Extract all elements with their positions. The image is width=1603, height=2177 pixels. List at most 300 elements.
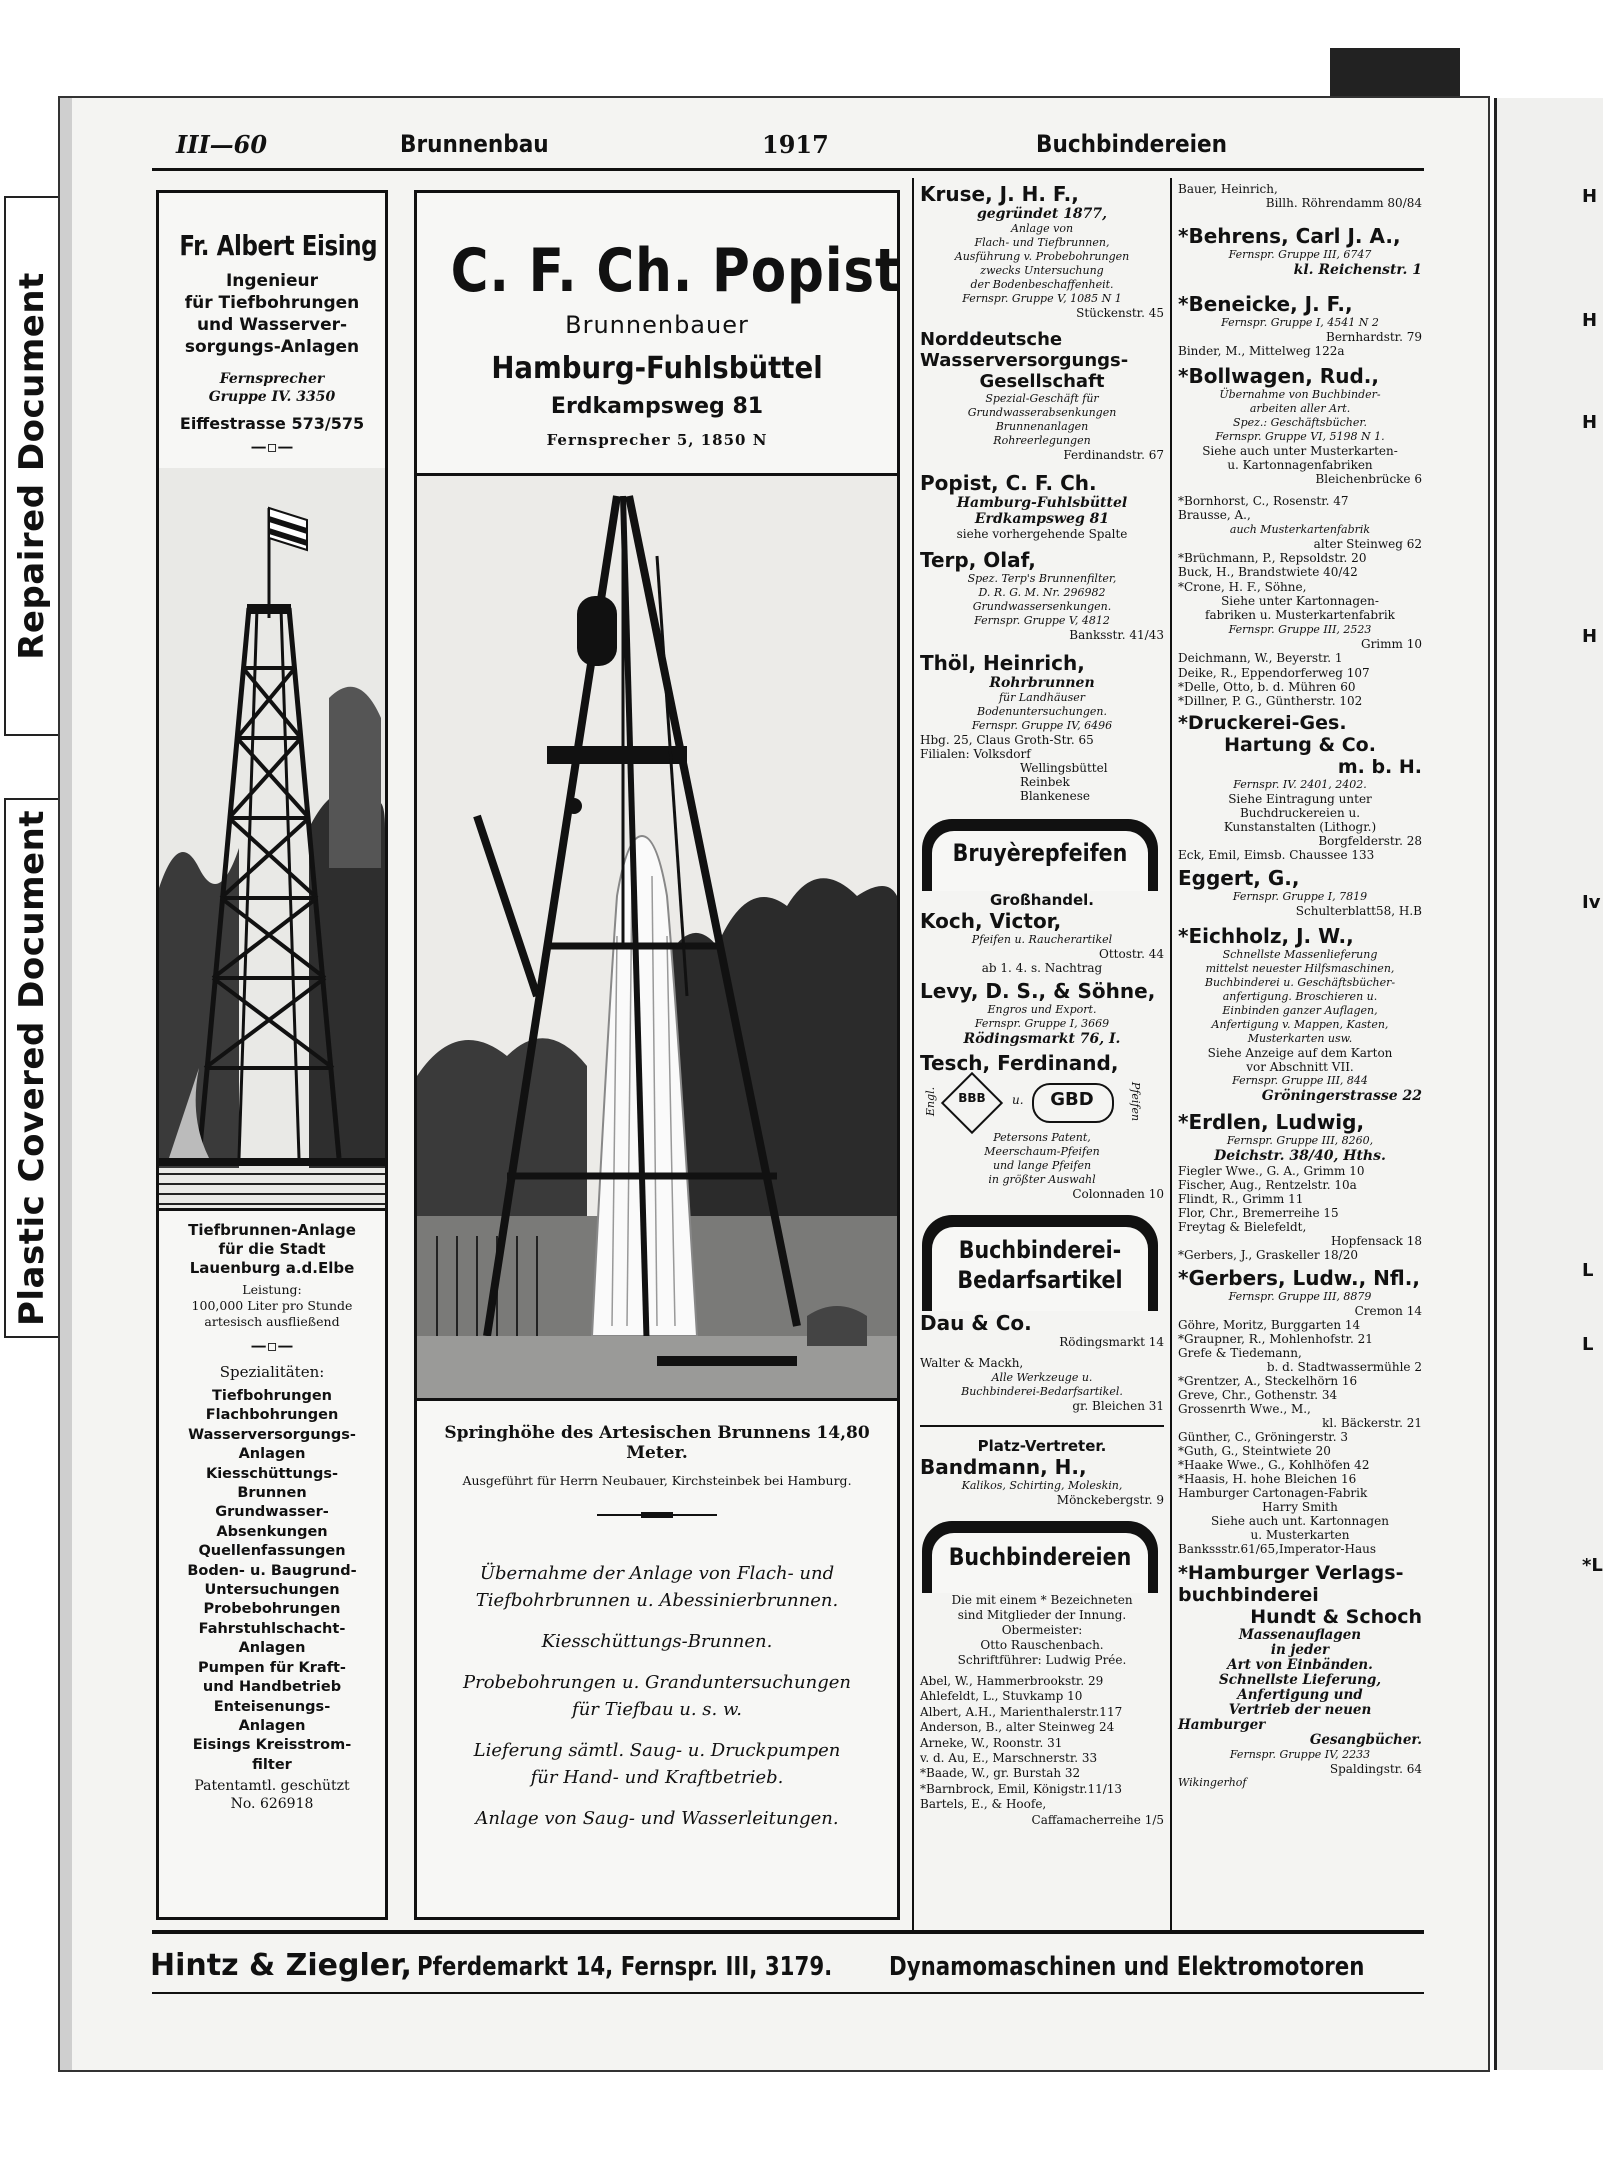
eising-title-line: und Wasserver- <box>196 315 348 335</box>
entry-line: arbeiten aller Art. <box>1249 402 1351 415</box>
list-item: *Brüchmann, P., Repsoldstr. 20 <box>1178 551 1367 566</box>
entry-line: zwecks Untersuchung <box>980 264 1104 277</box>
entry-name: Bandmann, H., <box>920 1455 1087 1479</box>
entry-line: Anfertigung v. Mappen, Kasten, <box>1211 1018 1389 1032</box>
entry-line: Bodenuntersuchungen. <box>977 705 1107 718</box>
list-item: fabriken u. Musterkartenfabrik <box>1205 608 1395 623</box>
tesch-gbd: GBD <box>1050 1089 1094 1110</box>
eising-phone-number: Gruppe IV. 3350 <box>208 389 336 405</box>
buchbindereien-note: sind Mitglieder der Innung. <box>957 1608 1127 1622</box>
entry-line: Rödingsmarkt 76, I. <box>963 1031 1121 1047</box>
entry-line: Massenauflagen <box>1238 1627 1362 1644</box>
page-gutter <box>60 98 72 2070</box>
bruyere-subtitle: Großhandel. <box>989 891 1095 909</box>
entry-line: Buchbinderei u. Geschäftsbücher- <box>1204 976 1396 990</box>
entry-line: in größter Auswahl <box>988 1173 1096 1186</box>
list-item: Abel, W., Hammerbrookstr. 29 <box>920 1674 1104 1688</box>
list-item: Deike, R., Eppendorferweg 107 <box>1178 665 1370 680</box>
eising-specialty: Wasserversorgungs- <box>188 1426 356 1443</box>
entry-line: Grundwassersenkungen. <box>972 600 1112 613</box>
entry-line: Anfertigung und <box>1237 1687 1363 1704</box>
entry-line: der Bodenbeschaffenheit. <box>970 278 1114 291</box>
entry-line: Erdkampsweg 81 <box>974 511 1110 527</box>
entry-line: mittelst neuester Hilfsmaschinen, <box>1205 962 1395 976</box>
entry-line: Bleichenbrücke 6 <box>1315 472 1422 486</box>
right-margin-letter: *L <box>1582 1555 1603 1576</box>
entry-line: Blankenese <box>1020 789 1091 803</box>
entry-beneicke <box>1178 292 1422 358</box>
eising-title-line: Ingenieur <box>225 271 319 291</box>
entry-line: Alle Werkzeuge u. <box>991 1371 1093 1384</box>
entry-tesch <box>920 1051 1164 1201</box>
buchbindereien-panel <box>920 1521 1164 1593</box>
entry-line: Bernhardstr. 79 <box>1326 330 1422 344</box>
entry-line: Hopfensack 18 <box>1330 1234 1422 1249</box>
entry-line: Cremon 14 <box>1354 1304 1422 1319</box>
header-rule <box>152 168 1424 171</box>
entry-line: Kalikos, Schirting, Moleskin, <box>961 1479 1123 1492</box>
entry-line: Fernspr. Gruppe V, 1085 N 1 <box>962 292 1122 305</box>
directory-column-3 <box>920 182 1164 1922</box>
entry-line: Wikingerhof <box>1178 1776 1247 1790</box>
entry-name: *Behrens, Carl J. A., <box>1178 224 1401 248</box>
eising-capacity-line: artesisch ausfließend <box>204 1314 340 1329</box>
eising-advertisement <box>156 190 388 1920</box>
entry-line: ab 1. 4. s. Nachtrag <box>981 961 1103 975</box>
entry-name: Popist, C. F. Ch. <box>920 471 1097 495</box>
entry-line: Bankssstr.61/65,Imperator-Haus <box>1178 1542 1377 1557</box>
entry-line: b. d. Stadtwassermühle 2 <box>1266 1360 1422 1375</box>
entry-line: Gesangbücher. <box>1309 1732 1422 1749</box>
entry-line: Fernspr. Gruppe I, 3669 <box>974 1017 1110 1030</box>
entry-line: Binder, M., Mittelweg 122a <box>1178 344 1345 358</box>
popist-name: C. F. Ch. Popist <box>450 236 901 306</box>
entry-line: Schulterblatt58, H.B <box>1295 904 1422 919</box>
entry-line: Musterkarten usw. <box>1247 1032 1353 1046</box>
buchbindereien-list <box>920 1674 1164 1828</box>
entry-bollwagen <box>1178 364 1422 486</box>
footer-bottom-rule <box>152 1992 1424 1994</box>
entry-line: Pfeifen u. Raucherartikel <box>971 933 1113 946</box>
entry-name: Norddeutsche <box>920 329 1063 350</box>
entry-bandmann <box>920 1425 1164 1507</box>
entry-line: Hamburger Cartonagen-Fabrik <box>1178 1486 1368 1501</box>
entry-line: Siehe Anzeige auf dem Karton <box>1207 1046 1393 1061</box>
right-margin-letter: H <box>1582 310 1598 331</box>
right-margin-letter: H <box>1582 412 1598 433</box>
entry-line: in jeder <box>1270 1642 1330 1659</box>
entry-name: *Hamburger Verlags- <box>1178 1562 1404 1585</box>
popist-advertisement <box>414 190 900 1920</box>
buchbindereien-note: Obermeister: <box>1001 1623 1083 1637</box>
eising-caption-line: für die Stadt <box>218 1240 326 1258</box>
list-item: Ahlefeldt, L., Stuvkamp 10 <box>920 1689 1083 1704</box>
buchbindereien-note: Otto Rauschenbach. <box>980 1638 1104 1652</box>
entry-line: Spaldingstr. 64 <box>1329 1762 1422 1777</box>
entry-line: Colonnaden 10 <box>1072 1187 1164 1201</box>
list-item: *Crone, H. F., Söhne, <box>1178 579 1307 594</box>
entry-line: Fernspr. IV. 2401, 2402. <box>1233 778 1367 792</box>
eising-separator: —▫— <box>250 1336 294 1355</box>
buchbedarf-title: Bedarfsartikel <box>957 1266 1123 1294</box>
entry-line: Mönckebergstr. 9 <box>1056 1493 1164 1507</box>
list-item: *Baade, W., gr. Burstah 32 <box>920 1766 1081 1781</box>
entry-eggert <box>1178 866 1422 918</box>
tesch-bbb: BBB <box>958 1091 986 1105</box>
entry-line: kl. Bäckerstr. 21 <box>1322 1416 1422 1431</box>
popist-service-line: Kiesschüttungs-Brunnen. <box>541 1631 773 1652</box>
entry-line: Kunstanstalten (Lithogr.) <box>1223 820 1377 835</box>
list-item: Bartels, E., & Hoofe, <box>920 1797 1047 1812</box>
entry-line: Art von Einbänden. <box>1227 1657 1373 1674</box>
popist-subcaption: Ausgeführt für Herrn Neubauer, Kirchsteinbek bei Hamburg. <box>462 1473 852 1488</box>
popist-trade: Brunnenbauer <box>565 311 749 339</box>
entry-line: Reinbek <box>1020 775 1070 789</box>
eising-capacity-line: 100,000 Liter pro Stunde <box>191 1298 353 1313</box>
entry-line: Borgfelderstr. 28 <box>1318 834 1422 849</box>
entry-line: Anlage von <box>1010 222 1074 235</box>
entry-name: m. b. H. <box>1337 756 1422 779</box>
directory-column-4 <box>1178 182 1422 1922</box>
eising-specialty: Kiesschüttungs- <box>205 1465 339 1482</box>
entry-line: Vertrieb der neuen <box>1228 1702 1372 1719</box>
list-item: Fernspr. Gruppe III, 2523 <box>1228 622 1372 636</box>
list-item: Arneke, W., Roonstr. 31 <box>920 1735 1063 1750</box>
entry-line: Rohreerlegungen <box>993 434 1091 447</box>
entry-druckerei <box>1178 712 1422 862</box>
entry-line: Deichstr. 38/40, Hths. <box>1214 1148 1386 1165</box>
eising-specialty: Flachbohrungen <box>205 1407 339 1424</box>
tesch-u: u. <box>1012 1093 1024 1107</box>
list-item: Brausse, A., <box>1178 508 1251 523</box>
entry-line: Siehe auch unt. Kartonnagen <box>1211 1514 1389 1529</box>
entry-name: Hundt & Schoch <box>1250 1606 1422 1629</box>
eising-specialty: Tiefbohrungen <box>211 1388 332 1404</box>
eising-capacity-line: Leistung: <box>242 1282 302 1297</box>
buchbedarf-title: Buchbinderei- <box>958 1236 1122 1264</box>
eising-specialty: Quellenfassungen <box>198 1543 346 1560</box>
entry-line: für Landhäuser <box>998 691 1086 704</box>
eising-specialty: und Handbetrieb <box>202 1679 342 1696</box>
tesch-marks <box>920 1075 1164 1131</box>
entry-line: Ottostr. 44 <box>1098 947 1164 961</box>
entry-line: siehe vorhergehende Spalte <box>956 527 1128 541</box>
entry-behrens <box>1178 224 1422 278</box>
eising-specialty: Brunnen <box>237 1485 307 1502</box>
right-margin-letter: Iv <box>1582 892 1601 913</box>
entry-name: *Druckerei-Ges. <box>1178 712 1347 735</box>
entry-line: Buchbinderei-Bedarfsartikel. <box>961 1385 1123 1398</box>
popist-caption: Springhöhe des Artesischen Brunnens 14,80 Meter. <box>444 1423 870 1463</box>
entry-line: Brunnenanlagen <box>995 420 1089 433</box>
entry-line: Grossenrth Wwe., M., <box>1178 1402 1311 1417</box>
entry-name: Thöl, Heinrich, <box>920 651 1085 675</box>
entry-terp <box>920 548 1164 643</box>
entry-line: Rohrbrunnen <box>989 675 1095 691</box>
entry-line: Walter & Mackh, <box>920 1356 1024 1370</box>
list-item: Bauer, Heinrich, <box>1178 182 1278 196</box>
eising-specialties-heading: Spezialitäten: <box>219 1363 325 1381</box>
section-right: Buchbindereien <box>1036 130 1228 158</box>
footer-advertisement <box>150 1948 1430 1988</box>
entry-line: Wellingsbüttel <box>1020 761 1108 775</box>
entry-line: D. R. G. M. Nr. 296982 <box>978 586 1106 599</box>
entry-line: Filialen: Volksdorf <box>920 747 1031 761</box>
year: 1917 <box>762 130 829 159</box>
entry-line: Buchdruckereien u. <box>1239 806 1361 821</box>
buchbedarf-panel <box>920 1215 1164 1311</box>
entry-line: Ausführung v. Probebohrungen <box>954 250 1130 263</box>
eising-caption-line: Lauenburg a.d.Elbe <box>189 1259 355 1277</box>
entry-line: Flach- und Tiefbrunnen, <box>974 236 1110 249</box>
eising-specialty: Eisings Kreisstrom- <box>192 1737 352 1754</box>
right-margin-letter: L <box>1582 1334 1594 1355</box>
eising-specialty: Anlagen <box>238 1640 306 1657</box>
bruyere-title: Bruyèrepfeifen <box>952 839 1128 867</box>
entry-name: *Beneicke, J. F., <box>1178 292 1353 316</box>
entry-koch <box>920 909 1164 975</box>
platz-heading: Platz-Vertreter. <box>977 1437 1107 1455</box>
entry-kruse <box>920 182 1164 321</box>
list-item: alter Steinweg 62 <box>1313 536 1422 551</box>
repaired-document-tab[interactable] <box>4 196 60 736</box>
entry-line: Schnellste Lieferung, <box>1218 1672 1382 1689</box>
eising-patent-line: Patentamtl. geschützt <box>194 1778 350 1795</box>
buchbindereien-note: Die mit einem * Bezeichneten <box>951 1593 1133 1607</box>
entry-eichholz <box>1178 924 1422 1104</box>
eising-title-line: für Tiefbohrungen <box>184 293 360 313</box>
eising-patent-line: No. 626918 <box>230 1796 314 1813</box>
list-item: Billh. Röhrendamm 80/84 <box>1265 196 1422 210</box>
entry-name: *Eichholz, J. W., <box>1178 924 1354 949</box>
entry-line: Siehe auch unter Musterkarten- <box>1202 444 1398 458</box>
popist-service-line: Lieferung sämtl. Saug- u. Druckpumpen <box>473 1740 841 1761</box>
entry-line: Grefe & Tiedemann, <box>1178 1346 1302 1361</box>
entry-line: Ferdinandstr. 67 <box>1063 448 1164 462</box>
entry-line: Engros und Export. <box>987 1003 1097 1016</box>
entry-line: Hamburger <box>1178 1717 1266 1734</box>
eising-specialty: Absenkungen <box>216 1523 328 1540</box>
entry-name: Tesch, Ferdinand, <box>920 1051 1119 1075</box>
column-divider <box>912 178 914 1930</box>
eising-caption-line: Tiefbrunnen-Anlage <box>188 1221 356 1239</box>
entry-line: Petersons Patent, <box>993 1131 1091 1144</box>
entry-line: Fernspr. Gruppe III, 844 <box>1232 1074 1368 1088</box>
entry-line: Fernspr. Gruppe III, 8879 <box>1228 1290 1372 1304</box>
entry-line: Fernspr. Gruppe I, 4541 N 2 <box>1221 316 1379 329</box>
entry-line: und lange Pfeifen <box>992 1159 1092 1172</box>
footer-address: Pferdemarkt 14, Fernspr. III, 3179. <box>417 1952 833 1982</box>
entry-line: Stückenstr. 45 <box>1076 306 1164 320</box>
popist-well-illustration <box>417 473 897 1401</box>
entry-dau <box>920 1311 1164 1413</box>
entry-line: Hbg. 25, Claus Groth-Str. 65 <box>920 733 1094 747</box>
entry-line: *Haake Wwe., G., Kohlhöfen 42 <box>1178 1458 1370 1473</box>
eising-specialty: Anlagen <box>238 1446 306 1463</box>
eising-phone-label: Fernsprecher <box>219 371 325 387</box>
list-item: *Dillner, P. G., Güntherstr. 102 <box>1178 694 1363 709</box>
repaired-document-label: Repaired Document <box>12 272 53 660</box>
popist-city: Hamburg-Fuhlsbüttel <box>491 351 823 386</box>
section-left: Brunnenbau <box>400 130 549 158</box>
entry-line: gr. Bleichen 31 <box>1072 1399 1164 1413</box>
entry-line: Fernspr. Gruppe V, 4812 <box>974 614 1110 627</box>
eising-derrick-illustration <box>159 468 385 1208</box>
eising-specialty: Anlagen <box>238 1717 306 1734</box>
entry-line: u. Musterkarten <box>1250 1528 1350 1543</box>
plastic-covered-document-label: Plastic Covered Document <box>12 809 53 1327</box>
entry-line: Fiegler Wwe., G. A., Grimm 10 <box>1178 1164 1365 1179</box>
entry-line: *Graupner, R., Mohlenhofstr. 21 <box>1178 1332 1373 1347</box>
popist-service-line: Tiefbohrbrunnen u. Abessinierbrunnen. <box>475 1590 839 1611</box>
eising-specialty: Enteisenungs- <box>213 1698 331 1715</box>
tesch-pfeifen: Pfeifen <box>1129 1081 1143 1122</box>
entry-line: Grundwasserabsenkungen <box>967 406 1117 419</box>
entry-line: anfertigung. Broschieren u. <box>1222 990 1378 1004</box>
entry-line: u. Kartonnagenfabriken <box>1227 458 1373 472</box>
entry-line: gegründet 1877, <box>976 206 1108 222</box>
entry-gerbers <box>1178 1266 1422 1556</box>
entry-hamburger-verlags <box>1178 1562 1422 1790</box>
list-item: *Bornhorst, C., Rosenstr. 47 <box>1178 494 1349 508</box>
right-margin-letter: L <box>1582 1260 1594 1281</box>
entry-line: vor Abschnitt VII. <box>1246 1060 1354 1075</box>
entry-line: kl. Reichenstr. 1 <box>1293 262 1422 278</box>
entry-norddeutsche <box>920 329 1164 463</box>
footer-rule <box>152 1930 1424 1934</box>
list-item: Buck, H., Brandstwiete 40/42 <box>1178 565 1358 580</box>
adjacent-page-edge <box>1494 98 1603 2070</box>
page-number: III—60 <box>176 130 268 159</box>
entry-levy <box>920 979 1164 1047</box>
entry-line: Fischer, Aug., Rentzelstr. 10a <box>1178 1178 1357 1193</box>
right-margin-letter: H <box>1582 626 1598 647</box>
popist-phone: Fernsprecher 5, 1850 N <box>546 431 768 449</box>
entry-line: *Gerbers, J., Graskeller 18/20 <box>1178 1248 1358 1263</box>
entry-line: Meerschaum-Pfeifen <box>984 1145 1100 1158</box>
list-item: Grimm 10 <box>1360 636 1422 651</box>
entry-line: Spez.: Geschäftsbücher. <box>1233 416 1367 429</box>
eising-specialty: Pumpen für Kraft- <box>198 1659 346 1676</box>
entry-line: Fernspr. Gruppe I, 7819 <box>1232 890 1368 904</box>
entry-line: Fernspr. Gruppe IV, 6496 <box>971 719 1113 732</box>
entry-name: Dau & Co. <box>920 1311 1032 1335</box>
entry-line: *Grentzer, A., Steckelhörn 16 <box>1178 1374 1358 1389</box>
entry-popist <box>920 471 1164 542</box>
entry-line: Eck, Emil, Eimsb. Chaussee 133 <box>1178 848 1375 863</box>
entry-name: Gesellschaft <box>979 371 1105 392</box>
eising-specialty: Boden- u. Baugrund- <box>187 1562 357 1579</box>
side-tabs <box>0 0 60 2177</box>
eising-specialty: Untersuchungen <box>204 1582 340 1599</box>
entry-line: Spez. Terp's Brunnenfilter, <box>967 572 1117 585</box>
eising-separator: —▫— <box>250 437 294 456</box>
popist-service-line: Anlage von Saug- und Wasserleitungen. <box>475 1808 839 1829</box>
popist-service-line: für Hand- und Kraftbetrieb. <box>530 1767 784 1788</box>
entry-thoel <box>920 651 1164 803</box>
entry-line: Übernahme von Buchbinder- <box>1219 388 1381 401</box>
list-item: Caffamacherreihe 1/5 <box>1031 1812 1164 1827</box>
entry-line: Flindt, R., Grimm 11 <box>1178 1192 1304 1207</box>
eising-specialty: Grundwasser- <box>215 1504 329 1521</box>
entry-line: *Guth, G., Steintwiete 20 <box>1178 1444 1331 1459</box>
entry-line: Freytag & Bielefeldt, <box>1178 1220 1307 1235</box>
eising-address: Eiffestrasse 573/575 <box>179 414 365 433</box>
entry-name: Koch, Victor, <box>920 909 1062 933</box>
entry-line: Günther, C., Gröningerstr. 3 <box>1178 1430 1348 1445</box>
list-item: *Delle, Otto, b. d. Mühren 60 <box>1178 679 1356 694</box>
entry-line: Greve, Chr., Gothenstr. 34 <box>1178 1388 1338 1403</box>
entry-name: Kruse, J. H. F., <box>920 182 1079 206</box>
popist-service-line: Probebohrungen u. Granduntersuchungen <box>463 1672 851 1693</box>
entry-line: Harry Smith <box>1262 1500 1338 1515</box>
entry-name: *Gerbers, Ludw., Nfl., <box>1178 1266 1420 1291</box>
entry-name: Eggert, G., <box>1178 866 1300 891</box>
list-item: auch Musterkartenfabrik <box>1229 522 1371 536</box>
entry-name: Terp, Olaf, <box>920 548 1036 572</box>
entry-line: Fernspr. Gruppe VI, 5198 N 1. <box>1215 430 1385 443</box>
list-item: Siehe unter Kartonnagen- <box>1221 594 1379 609</box>
eising-title-line: sorgungs-Anlagen <box>184 337 360 357</box>
entry-line: Rödingsmarkt 14 <box>1059 1335 1164 1349</box>
popist-service-line: Übernahme der Anlage von Flach- und <box>479 1563 835 1584</box>
plastic-covered-document-tab[interactable] <box>4 798 60 1338</box>
entry-line: Banksstr. 41/43 <box>1069 628 1164 642</box>
entry-line: Fernspr. Gruppe III, 6747 <box>1228 248 1372 261</box>
entry-name: *Bollwagen, Rud., <box>1178 364 1379 388</box>
entry-line: Fernspr. Gruppe III, 8260, <box>1226 1134 1374 1148</box>
footer-company: Hintz & Ziegler, <box>150 1948 412 1983</box>
entry-line: Siehe Eintragung unter <box>1228 792 1372 807</box>
entry-line: Flor, Chr., Bremerreihe 15 <box>1178 1206 1339 1221</box>
list-item: Albert, A.H., Marienthalerstr.117 <box>920 1704 1123 1719</box>
entry-name: buchbinderei <box>1178 1584 1319 1607</box>
buchbindereien-note: Schriftführer: Ludwig Prée. <box>957 1653 1127 1667</box>
eising-specialty: Fahrstuhlschacht- <box>198 1620 346 1637</box>
eising-name: Fr. Albert Eising <box>179 229 378 262</box>
popist-service-line: für Tiefbau u. s. w. <box>572 1699 742 1720</box>
tesch-engl: Engl. <box>924 1086 938 1117</box>
bruyere-panel <box>920 819 1164 891</box>
entry-line: Spezial-Geschäft für <box>985 392 1099 405</box>
eising-specialty: Probebohrungen <box>203 1601 341 1618</box>
column-divider <box>1170 178 1172 1930</box>
entry-line: Fernspr. Gruppe IV, 2233 <box>1229 1748 1371 1762</box>
entry-name: Levy, D. S., & Söhne, <box>920 979 1156 1003</box>
misc-list <box>1178 494 1422 708</box>
right-margin-letter: H <box>1582 186 1598 207</box>
scanner-dark-corner <box>1330 48 1460 96</box>
entry-line: Göhre, Moritz, Burggarten 14 <box>1178 1318 1361 1333</box>
footer-products: Dynamomaschinen und Elektromotoren <box>889 1952 1365 1982</box>
eising-specialty: filter <box>252 1756 292 1773</box>
entry-line: *Haasis, H. hohe Bleichen 16 <box>1178 1472 1357 1487</box>
entry-line: Schnellste Massenlieferung <box>1222 948 1378 962</box>
list-item: v. d. Au, E., Marschnerstr. 33 <box>920 1751 1098 1766</box>
entry-name: Wasserversorgungs- <box>920 350 1129 371</box>
entry-line: Hamburg-Fuhlsbüttel <box>956 495 1128 511</box>
entry-line: Einbinden ganzer Auflagen, <box>1222 1004 1378 1018</box>
buchbindereien-title: Buchbindereien <box>948 1543 1132 1571</box>
list-item: Anderson, B., alter Steinweg 24 <box>920 1720 1115 1735</box>
entry-erdlen <box>1178 1110 1422 1262</box>
entry-name: *Erdlen, Ludwig, <box>1178 1110 1365 1135</box>
list-item: Deichmann, W., Beyerstr. 1 <box>1178 651 1343 666</box>
popist-divider <box>597 1514 717 1516</box>
popist-street: Erdkampsweg 81 <box>550 394 764 419</box>
entry-name: Hartung & Co. <box>1224 734 1376 757</box>
entry-line: Gröningerstrasse 22 <box>1261 1088 1422 1105</box>
